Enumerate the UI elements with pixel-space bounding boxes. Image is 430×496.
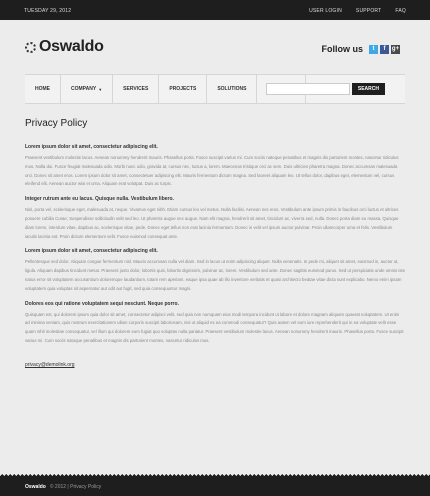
main-nav: [25, 74, 405, 104]
nav-home[interactable]: [25, 75, 61, 103]
nav-solutions-label: SOLUTIONS: [217, 86, 247, 92]
twitter-icon[interactable]: t: [369, 45, 378, 54]
footer-copyright-text[interactable]: © 2012 | Privacy Policy: [49, 484, 102, 490]
google-plus-icon[interactable]: g+: [391, 46, 400, 52]
section-body: Praesent vestibulum molestie lacus. Aenean nonummy hendrerit mauris. Phasellus porta. Fusce suscipit varius mi. Cum sociis natoque penatibus et magnis dis parturient montes, nascetur ridiculus mus. Nulla dui. Fusce feugiat malesuada odio. Morbi nunc odio, gravida at, cursus nec, luctus a, lorem. Maecenas tristique orci ac sem. Duis ultricies pharetra magna. Donec accumsan malesuada orci. Donec sit amet eros. Lorem ipsum dolor sit amet, consectetuer adipiscing elit. Mauris fermentum dictum magna. Sed laoreet aliquam leo. Ut tellus dolor, dapibus eget, elementum vel, cursus eleifend elit. Aenean auctor wisi et urna. Aliquam erat volutpat. Duis ac turpis.: [25, 155, 399, 187]
nav-company[interactable]: [61, 75, 113, 103]
main-content: [25, 118, 405, 371]
section-body: Pellentesque sed dolor. Aliquam congue fermentum nisl. Mauris accumsan nulla vel diam. Sed in lacus ut enim adipiscing aliquet. Nulla venenatis. In pede mi, aliquet sit amet, euismod in, auctor ut, ligula. Aliquam dapibus tincidunt metus. Praesent justo dolor, lobortis quis, lobortis dignissim, pulvinar ac, lorem. Vestibulum sed ante. Donec sagittis euismod purus. Sed ut perspiciatis unde omnis iste natus error sit voluptatem accusantium doloremque laudantium, totam rem aperiam, eaque ipsa quae ab illo inventore veritatis et quasi architecto beatae vitae dicta sunt explicabo. Nemo enim ipsam voluptatem quia voluptas sit aspernatur aut odit aut fugit, sed quia consequuntur magni.: [25, 259, 405, 291]
policy-section: [25, 144, 405, 189]
search-form: [266, 83, 385, 95]
site-header: [0, 20, 430, 74]
policy-section: [25, 301, 405, 346]
policy-section: [25, 196, 405, 241]
follow-label: Follow us: [321, 44, 363, 54]
top-date: TUESDAY 29, 2012: [24, 8, 72, 14]
section-body: Quisquam est, qui dolorem ipsum quia dolor sit amet, consectetur adipisci velit, sed quia non numquam eius modi tempora incidunt ut labore et dolore magnam aliquam quaerat voluptatem. Ut enim ad minima veniam, quis nostrum exercitationem ullam corporis suscipit laboriosam, nisi ut aliquid ex ea commodi consequatur? Quis autem vel eum iure reprehenderit qui in ea voluptate velit esse quam nihil molestiae consequatur, vel illum qui dolorem eum fugiat quo voluptas nulla pariatur. Praesent vestibulum molestie lacus. Aenean nonummy hendrerit mauris. Phasellus porta. Fusce suscipit varius mi. Cum sociis natoque penatibus et magnis dis parturient montes, nascetur ridiculus mus.: [25, 311, 404, 343]
user-login-link[interactable]: USER LOGIN: [309, 8, 342, 14]
support-link[interactable]: SUPPORT: [355, 8, 382, 14]
chevron-down-icon: ▼: [98, 86, 103, 92]
top-bar: [0, 0, 430, 20]
sun-logo-icon: [25, 42, 36, 53]
section-heading: Dolores eos qui ratione voluptatem sequi nesciunt. Neque porro.: [25, 300, 179, 307]
section-body: Nisl, porta vel, scelerisque eget, malesuada at, neque. Vivamus eget nibh. Etiam cursus leo vel metus. Nulla facilisi. Aenean nec eros. Vestibulum ante ipsum primis in faucibus orci luctus et ultrices posuere cubilia Curae; Suspendisse sollicitudin velit sed leo. Ut pharetra augue nec augue. Nam elit magna, hendrerit sit amet, tincidunt ac, viverra sed, nulla. Donec porta diam eu massa. Quisque diam lorem, interdum vitae, dapibus ac, scelerisque vitae, pede. Donec eget tellus non erat lacinia fermentum. Donec in velit vel ipsum auctor pulvinar. Proin ullamcorper urna et felis. Vestibulum iaculis lacinia est. Proin dictum elementum velit. Fusce euismod consequat ante.: [25, 207, 399, 239]
nav-services-label: SERVICES: [123, 86, 149, 92]
privacy-email-link[interactable]: privacy@demolink.org: [25, 361, 75, 368]
footer-brand: Oswaldo: [25, 484, 46, 490]
page-title: Privacy Policy: [25, 118, 88, 129]
site-footer: [0, 476, 430, 496]
nav-services[interactable]: [113, 75, 159, 103]
logo-text: Oswaldo: [39, 38, 104, 55]
policy-section: [25, 248, 405, 293]
section-heading: Lorem ipsum dolor sit amet, consectetur adipiscing elit.: [25, 144, 158, 150]
facebook-icon[interactable]: f: [380, 45, 389, 54]
nav-projects-label: PROJECTS: [169, 86, 197, 92]
follow-us: [322, 44, 401, 54]
search-input[interactable]: [266, 83, 350, 95]
faq-link[interactable]: FAQ: [395, 8, 406, 14]
nav-projects[interactable]: [159, 75, 207, 103]
top-links: [309, 8, 406, 14]
nav-items: [25, 75, 306, 103]
section-heading: Integer rutrum ante eu lacus. Quisque nulla. Vestibulum libero.: [25, 196, 174, 203]
nav-solutions[interactable]: [207, 75, 257, 103]
nav-company-label: COMPANY: [71, 86, 97, 92]
footer-copyright: [25, 484, 101, 490]
search-button[interactable]: SEARCH: [352, 83, 385, 95]
site-logo[interactable]: [25, 38, 104, 56]
nav-home-label: HOME: [35, 86, 50, 92]
section-heading: Lorem ipsum dolor sit amet, consectetur adipiscing elit.: [25, 248, 158, 255]
